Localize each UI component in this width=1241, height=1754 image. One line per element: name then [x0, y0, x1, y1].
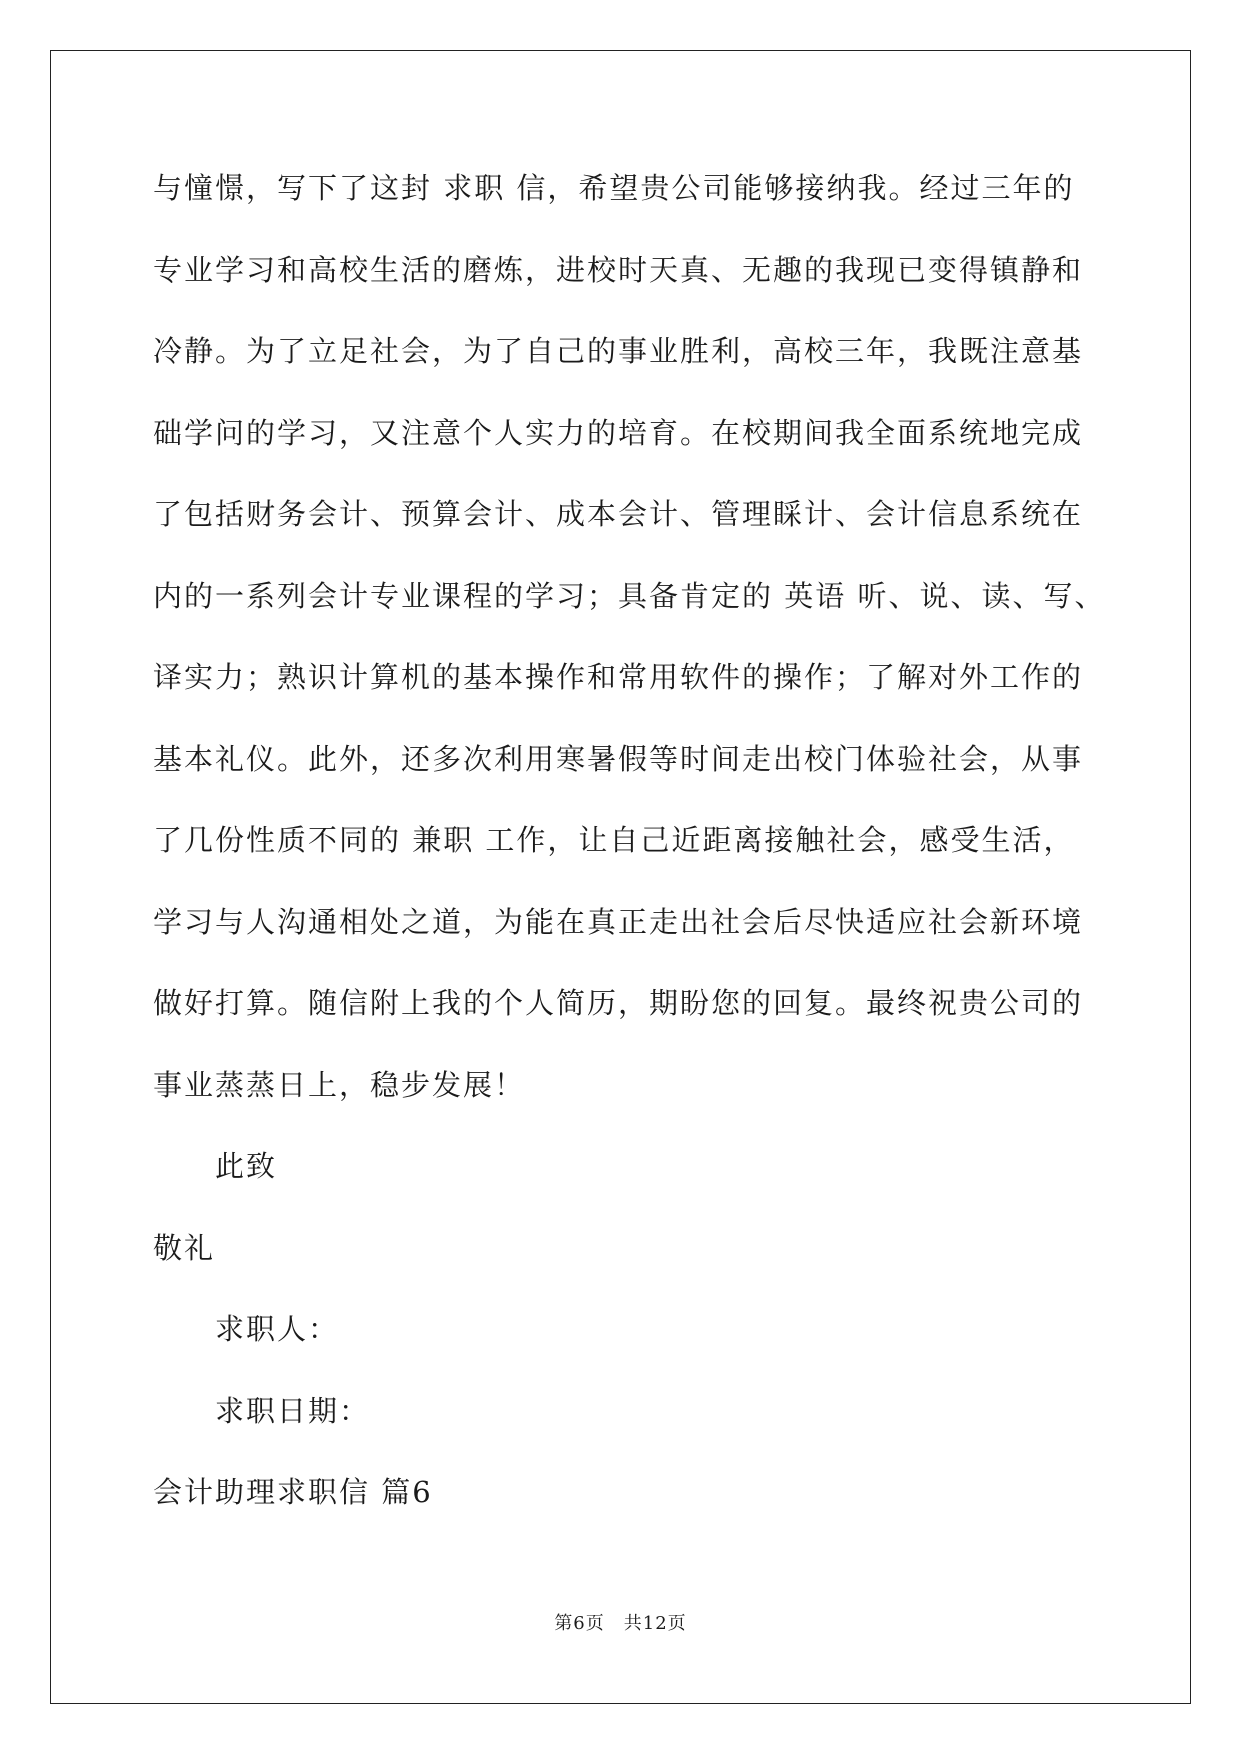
section-heading: 会计助理求职信 篇6 — [153, 1475, 433, 1509]
body-line: 做好打算。随信附上我的个人简历，期盼您的回复。最终祝贵公司的 — [153, 986, 1084, 1020]
date-label: 求职日期： — [215, 1394, 371, 1428]
body-line: 事业蒸蒸日上，稳步发展！ — [153, 1068, 526, 1102]
closing-text: 此致 — [215, 1149, 278, 1183]
body-line: 专业学习和高校生活的磨炼，进校时天真、无趣的我现已变得镇静和 — [153, 253, 1084, 287]
body-line: 基本礼仪。此外，还多次利用寒暑假等时间走出校门体验社会，从事 — [153, 742, 1084, 776]
body-line: 与憧憬，写下了这封 求职 信，希望贵公司能够接纳我。经过三年的 — [153, 171, 1075, 205]
body-line: 了包括财务会计、预算会计、成本会计、管理睬计、会计信息系统在 — [153, 497, 1084, 531]
page-frame — [50, 50, 1191, 1704]
body-line: 学习与人沟通相处之道，为能在真正走出社会后尽快适应社会新环境 — [153, 905, 1084, 939]
salutation-text: 敬礼 — [153, 1231, 216, 1265]
body-line: 础学问的学习，又注意个人实力的培育。在校期间我全面系统地完成 — [153, 416, 1084, 450]
body-line: 译实力；熟识计算机的基本操作和常用软件的操作；了解对外工作的 — [153, 660, 1084, 694]
body-line: 了几份性质不同的 兼职 工作，让自己近距离接触社会，感受生活， — [153, 823, 1075, 857]
body-line: 内的一系列会计专业课程的学习；具备肯定的 英语 听、说、读、写、 — [153, 579, 1106, 613]
body-line: 冷静。为了立足社会，为了自己的事业胜利，高校三年，我既注意基 — [153, 334, 1084, 368]
page-number-footer: 第6页 共12页 — [554, 1613, 687, 1634]
applicant-label: 求职人： — [215, 1312, 340, 1346]
